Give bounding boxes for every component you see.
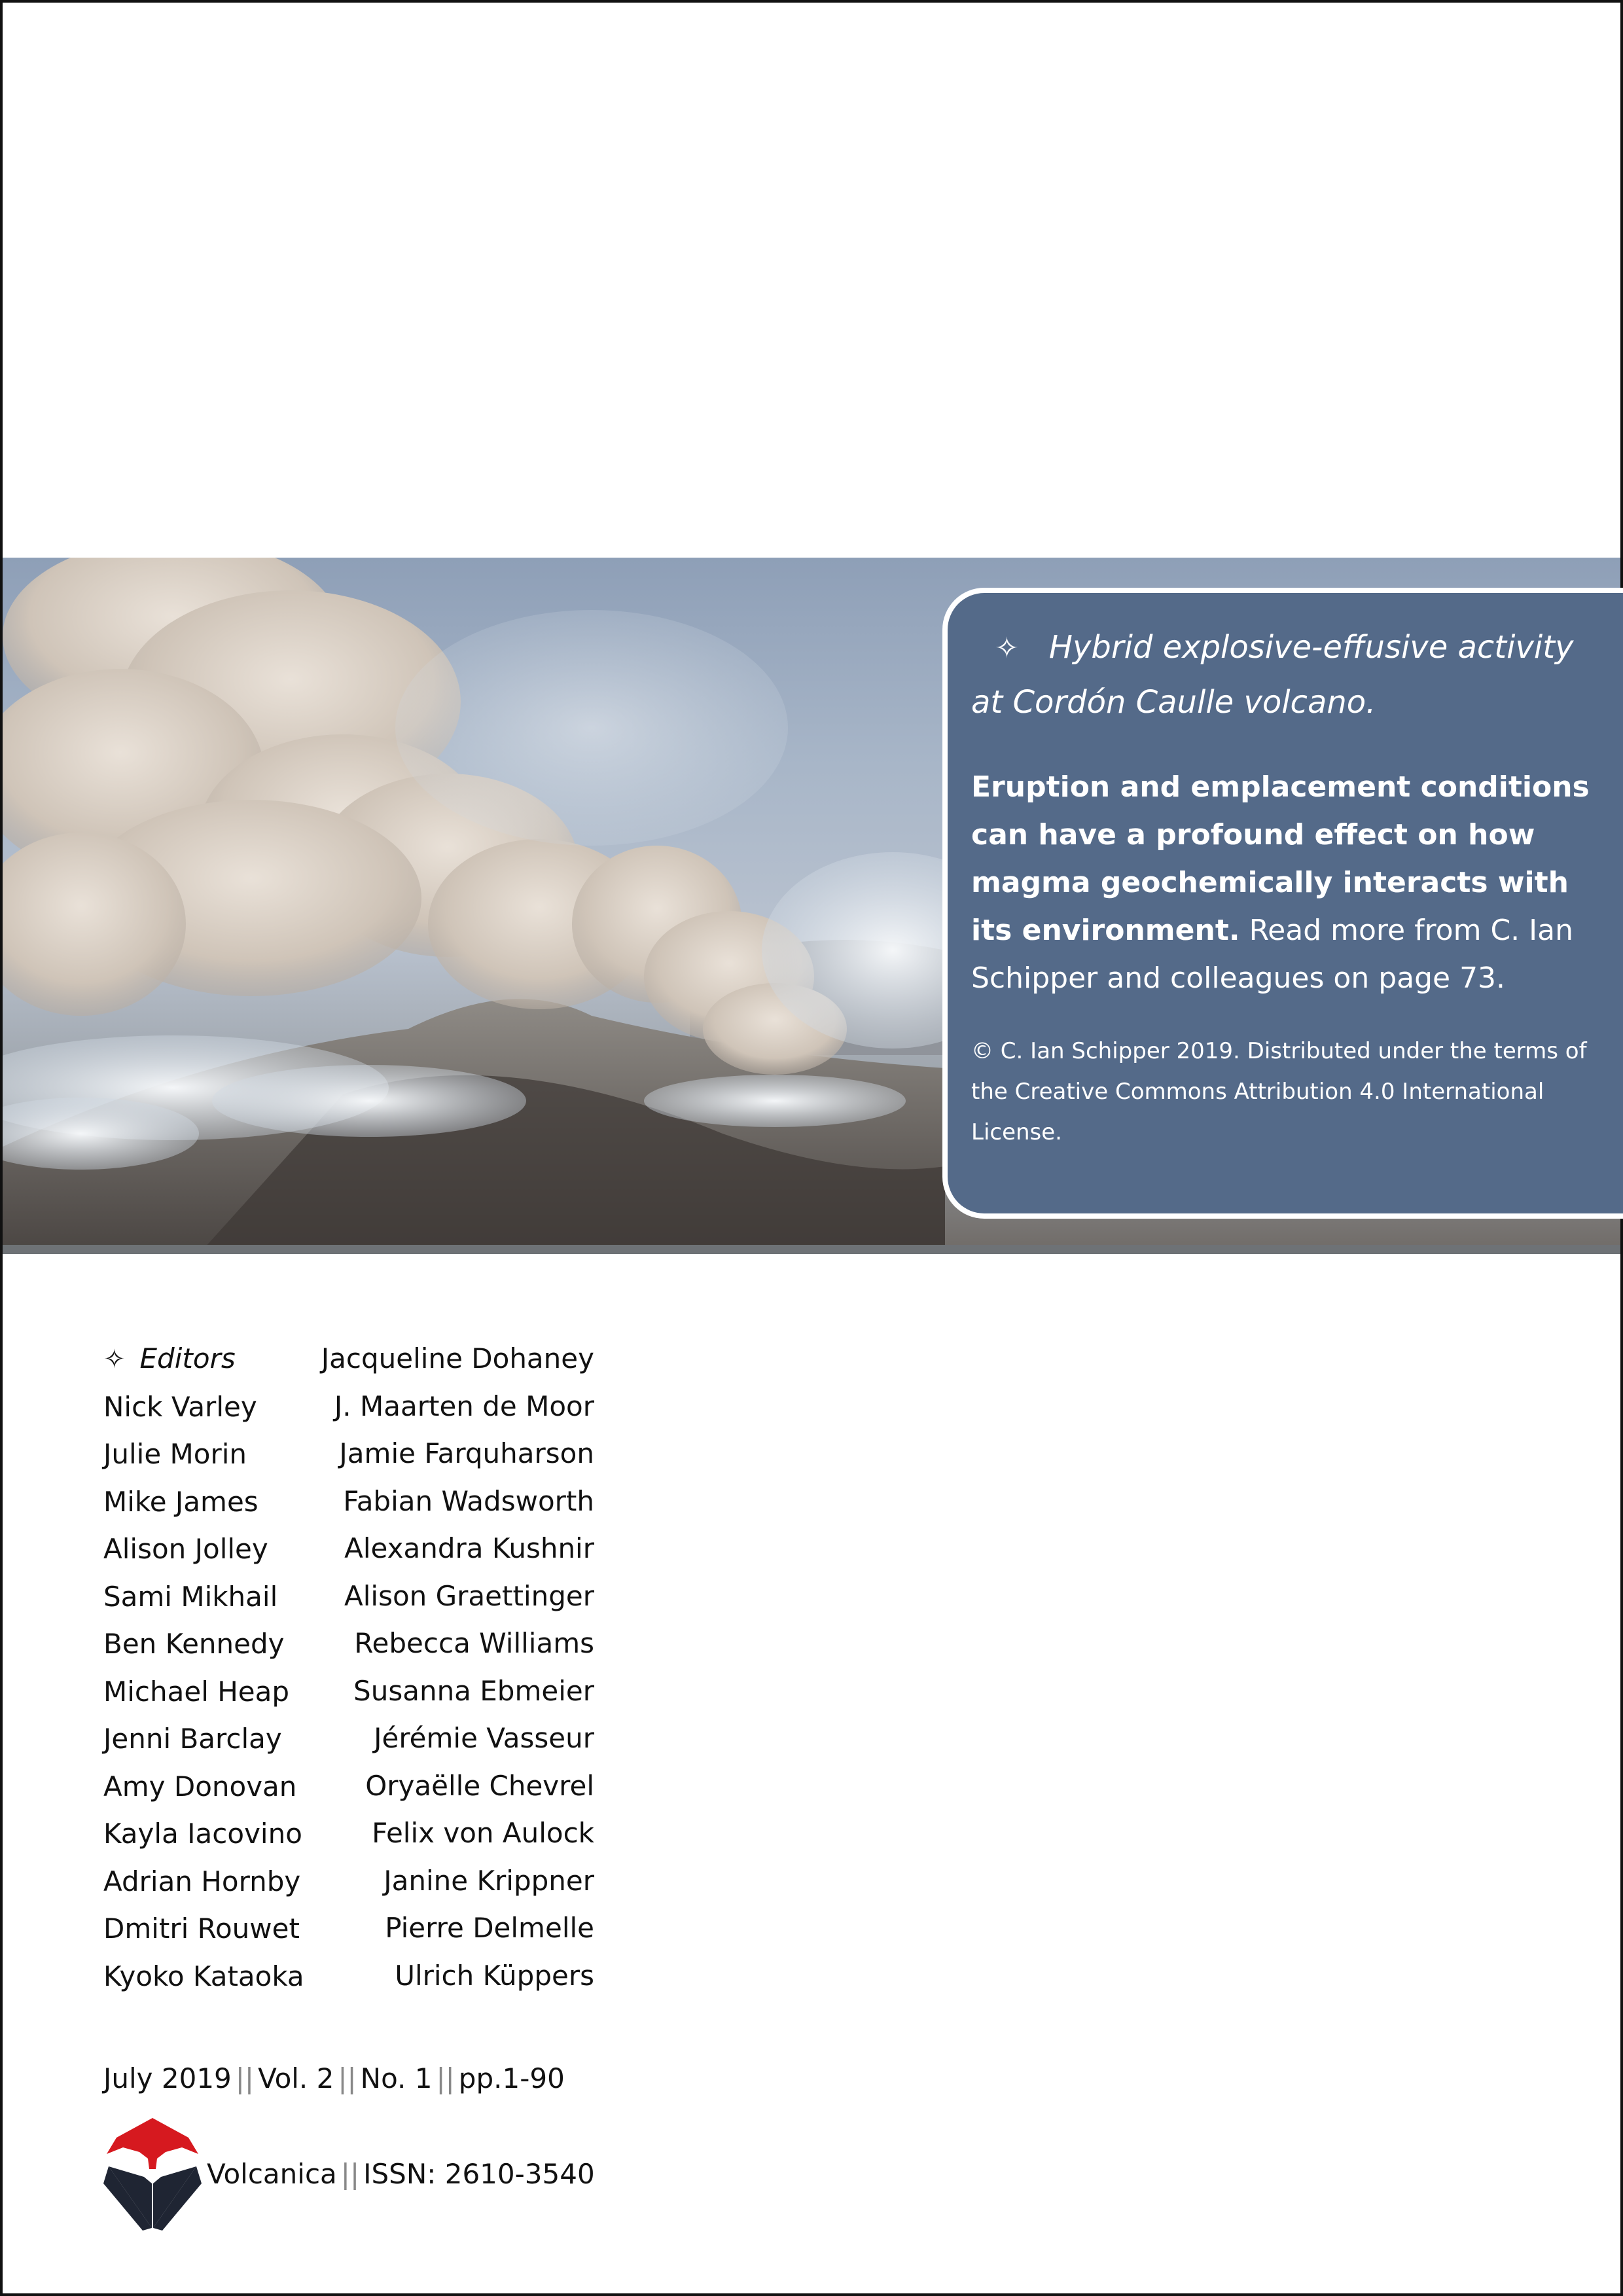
editors-list bbox=[103, 1335, 594, 2016]
separator: || bbox=[436, 2062, 455, 2094]
sparkle-icon: ✧ bbox=[103, 1344, 126, 1374]
separator: || bbox=[340, 2158, 360, 2190]
editors-column-left bbox=[103, 1335, 326, 2000]
journal-info bbox=[207, 2155, 595, 2194]
caption-body-regular: Read more from C. Ian Schipper and colleagues on page 73. bbox=[971, 914, 1573, 995]
editor-name: Susanna Ebmeier bbox=[353, 1674, 594, 1707]
journal-issn: ISSN: 2610-3540 bbox=[363, 2158, 595, 2190]
issue-info bbox=[103, 2059, 565, 2098]
editor-name: Fabian Wadsworth bbox=[343, 1484, 594, 1517]
editor-name: Alison Graettinger bbox=[344, 1579, 594, 1612]
sparkle-icon: ✧ bbox=[995, 632, 1019, 665]
photo-bottom-strip bbox=[3, 1245, 1620, 1254]
editor-name: Sami Mikhail bbox=[103, 1580, 278, 1613]
editors-column-right bbox=[306, 1335, 594, 2000]
editor-name: Alison Jolley bbox=[103, 1533, 268, 1565]
editor-name: Ben Kennedy bbox=[103, 1628, 285, 1660]
editor-name: Jérémie Vasseur bbox=[374, 1722, 594, 1754]
editor-name: Julie Morin bbox=[103, 1438, 247, 1470]
separator: || bbox=[338, 2062, 357, 2094]
caption-title-line1: Hybrid explosive-effusive activity bbox=[1048, 629, 1574, 666]
editor-name: Ulrich Küppers bbox=[395, 1959, 594, 1992]
editor-name: J. Maarten de Moor bbox=[334, 1390, 594, 1422]
editor-name: Alexandra Kushnir bbox=[344, 1532, 594, 1564]
editor-name: Janine Krippner bbox=[383, 1864, 594, 1897]
editor-name: Kyoko Kataoka bbox=[103, 1960, 304, 1992]
caption-title-line2: at Cordón Caulle volcano. bbox=[971, 684, 1376, 721]
editor-name: Rebecca Williams bbox=[354, 1627, 594, 1659]
editor-name: Nick Varley bbox=[103, 1390, 257, 1423]
issue-volume: Vol. 2 bbox=[258, 2062, 334, 2094]
issue-date: July 2019 bbox=[103, 2062, 232, 2094]
editor-name: Jacqueline Dohaney bbox=[321, 1342, 594, 1374]
caption-body bbox=[971, 763, 1603, 1002]
caption-title bbox=[971, 620, 1603, 729]
caption-body-bold: Eruption and emplacement conditions can have a profound effect on how magma geochemically interacts with its environment. bbox=[971, 770, 1590, 947]
editor-name: Felix von Aulock bbox=[372, 1817, 594, 1849]
cover-caption-panel bbox=[942, 588, 1623, 1219]
editor-name: Amy Donovan bbox=[103, 1770, 297, 1803]
volcanica-logo-icon bbox=[103, 2118, 202, 2231]
separator: || bbox=[235, 2062, 255, 2094]
editor-name: Oryaëlle Chevrel bbox=[365, 1769, 594, 1802]
editor-name: Kayla Iacovino bbox=[103, 1818, 302, 1850]
editor-name: Jamie Farquharson bbox=[339, 1437, 594, 1469]
editor-name: Dmitri Rouwet bbox=[103, 1912, 300, 1945]
issue-pages: pp.1-90 bbox=[458, 2062, 565, 2094]
issue-number: No. 1 bbox=[360, 2062, 433, 2094]
editor-name: Michael Heap bbox=[103, 1675, 290, 1708]
editor-name: Adrian Hornby bbox=[103, 1865, 301, 1897]
editors-heading bbox=[103, 1335, 326, 1384]
journal-name: Volcanica bbox=[207, 2158, 337, 2190]
editor-name: Pierre Delmelle bbox=[385, 1912, 594, 1944]
editor-name: Jenni Barclay bbox=[103, 1723, 282, 1755]
editors-heading-label: Editors bbox=[139, 1342, 236, 1374]
editor-name: Mike James bbox=[103, 1485, 259, 1518]
caption-license: © C. Ian Schipper 2019. Distributed under the terms of the Creative Commons Attribution 4.0 International License. bbox=[971, 1038, 1587, 1145]
